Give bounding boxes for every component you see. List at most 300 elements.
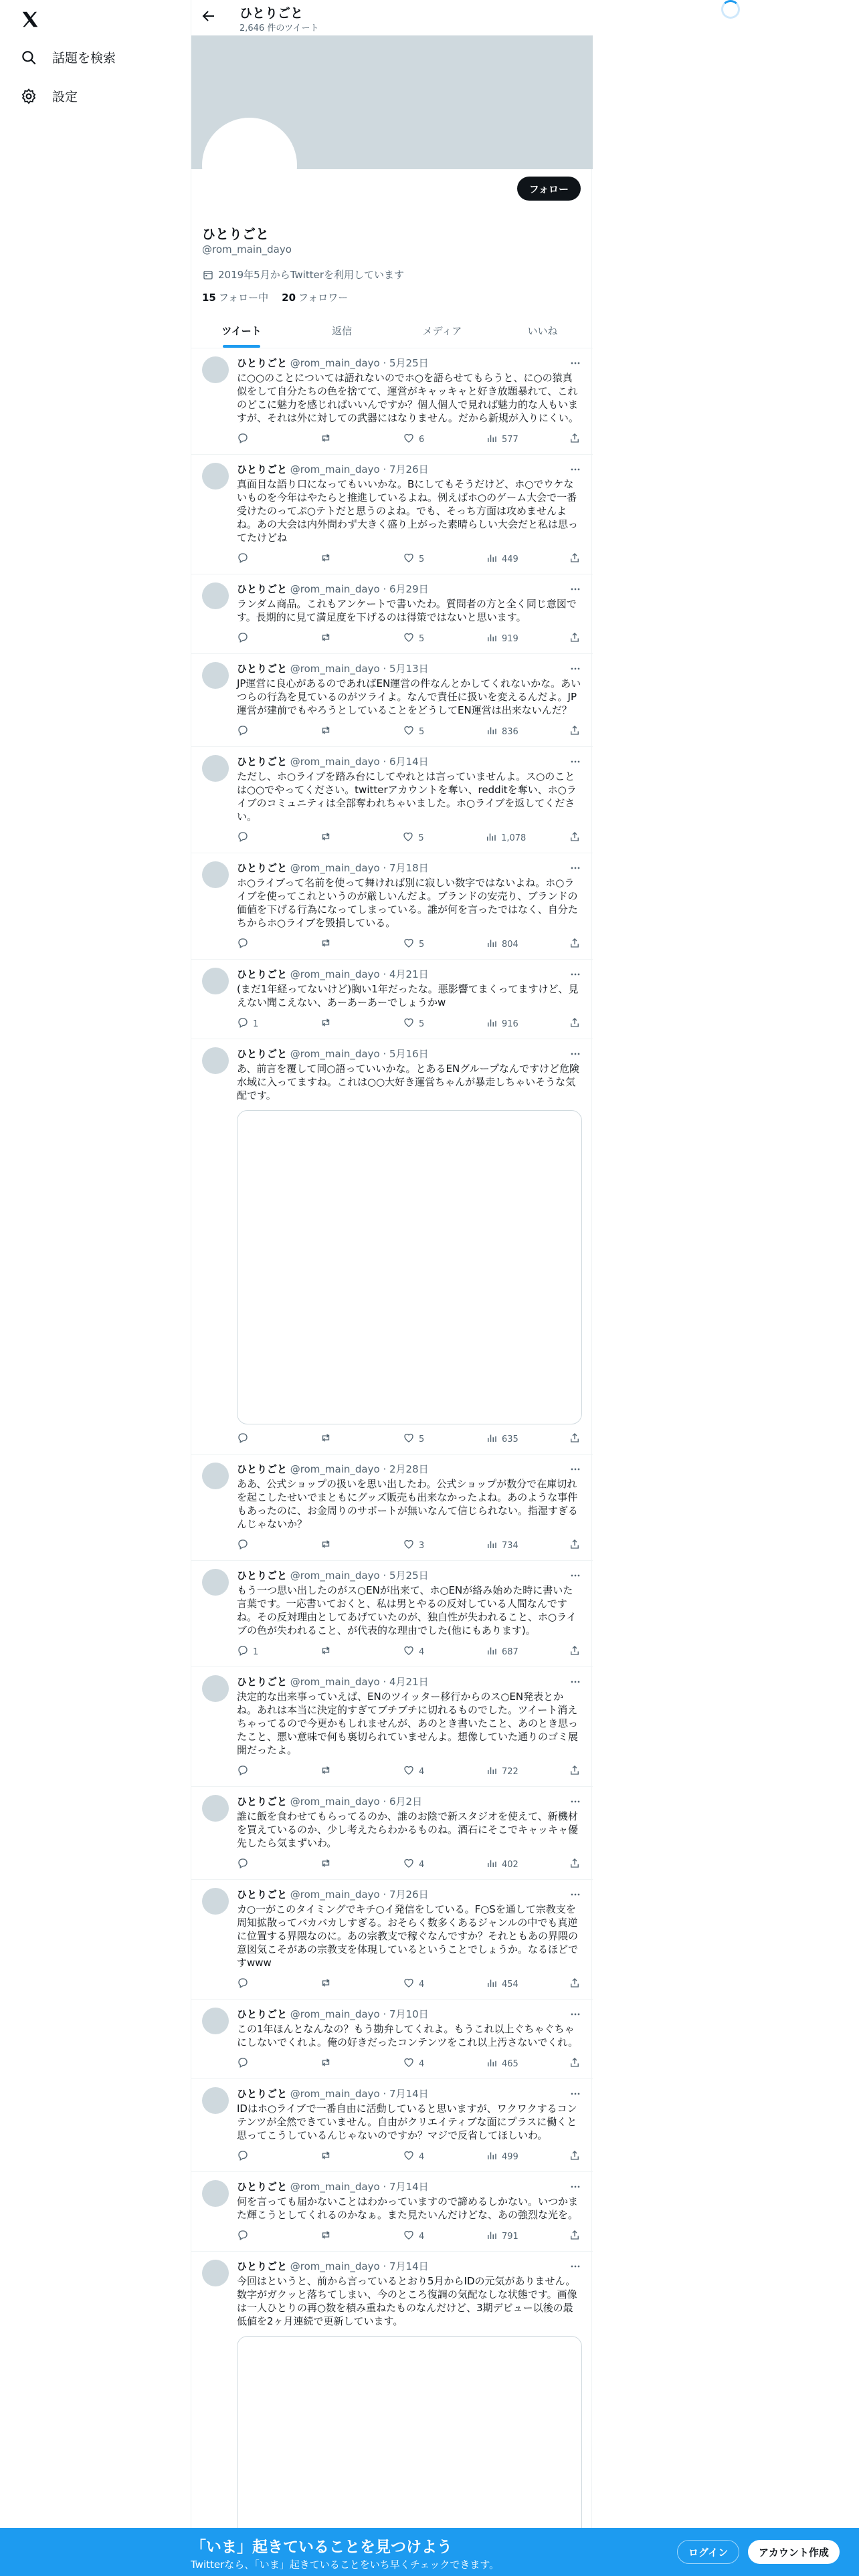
tweet-date[interactable]: 5月25日 [389,357,429,369]
share-icon [569,552,581,566]
more-options-icon[interactable] [569,1463,582,1476]
retweet-button[interactable] [320,432,360,447]
tweet-author-handle[interactable]: @rom_main_dayo [290,357,380,369]
views-button[interactable] [486,2056,526,2071]
tab-likes[interactable]: いいね [527,324,558,337]
tweet-actions [237,725,582,738]
profile-avatar[interactable] [202,118,297,213]
signup-button[interactable]: アカウント作成 [748,2540,840,2564]
retweet-button[interactable] [320,2229,360,2244]
tweet-date[interactable]: 7月10日 [389,2008,429,2020]
tweet-actions [237,1432,582,1446]
like-button[interactable] [403,1764,443,1779]
tweet-author-handle[interactable]: @rom_main_dayo [290,1048,380,1060]
heart-icon [403,432,415,447]
retweet-button[interactable] [320,1977,360,1992]
reply-icon [237,1538,249,1553]
share-button[interactable] [569,2056,582,2071]
views-button[interactable] [486,631,526,646]
avatar[interactable] [202,1675,229,1702]
reply-button[interactable] [237,432,277,447]
reply-button[interactable] [237,1857,277,1872]
tweet-date[interactable]: 7月26日 [389,463,429,475]
nav-explore[interactable] [20,48,116,66]
tweet-date[interactable]: 4月21日 [389,968,429,980]
tweet[interactable] [191,2000,593,2079]
like-button[interactable] [403,1644,443,1659]
more-options-icon[interactable] [569,662,582,675]
tweet-author-handle[interactable]: @rom_main_dayo [290,463,380,475]
like-button[interactable] [403,1016,443,1031]
like-count: 4 [419,2058,425,2069]
tweet-text: もう一つ思い出したのがス○ENが出来て、ホ○ENが絡み始めた時に書いた言葉です。一応書いておくと、私は男とやるの反対している人間なんですね。その反対理由としてあげていたのが、独自性が失われること、ホ○ライブの色が失われること、が代表的な理由でした(他にもあります)。 [237,1584,577,1636]
tweet-separator: · [383,2008,387,2020]
tweet-separator: · [383,2181,387,2193]
avatar[interactable] [202,1047,229,1074]
share-icon [569,1644,581,1659]
share-button[interactable] [569,552,582,566]
reply-button[interactable] [237,1016,277,1031]
retweet-icon [320,432,332,447]
more-options-icon[interactable] [569,2087,582,2101]
signup-banner [0,2528,859,2576]
view-count: 499 [502,2151,518,2162]
tweet-author-name[interactable]: ひとりごと [237,1796,288,1808]
like-button[interactable] [403,1977,443,1992]
reply-button[interactable] [237,631,277,646]
tweet-date[interactable]: 6月2日 [389,1796,423,1808]
view-count: 577 [502,434,518,445]
tweet-date[interactable]: 7月14日 [389,2181,429,2193]
like-count: 5 [419,726,425,737]
retweet-icon [320,1644,332,1659]
views-button[interactable] [486,432,526,447]
tweet-author-name[interactable]: ひとりごと [237,1570,288,1582]
tweet-media-image[interactable] [237,1110,582,1424]
like-button[interactable] [403,2056,443,2071]
tweet-date[interactable]: 5月25日 [389,1570,429,1582]
tweet-actions [237,1765,582,1778]
views-button[interactable] [486,1857,526,1872]
views-button[interactable] [486,2149,526,2164]
share-button[interactable] [569,1977,582,1992]
heart-icon [403,1977,415,1992]
avatar[interactable] [202,861,229,888]
tweet-date[interactable]: 7月18日 [389,862,429,874]
more-options-icon[interactable] [569,356,582,370]
retweet-button[interactable] [320,831,360,845]
retweet-button[interactable] [320,1538,360,1553]
followers-link[interactable] [282,290,348,304]
view-count: 1,078 [501,833,527,843]
avatar[interactable] [202,1888,229,1915]
views-button[interactable] [486,937,526,952]
tweet-author-handle[interactable]: @rom_main_dayo [290,663,380,675]
tweet-author-handle[interactable]: @rom_main_dayo [290,1570,380,1582]
more-options-icon[interactable] [569,2260,582,2273]
avatar[interactable] [202,2008,229,2034]
like-button[interactable] [403,937,443,952]
tweet-author-handle[interactable]: @rom_main_dayo [290,2008,380,2020]
retweet-button[interactable] [320,631,360,646]
tweet[interactable] [191,348,593,455]
tweet-author-name[interactable]: ひとりごと [237,357,288,369]
reply-button[interactable] [237,1644,277,1659]
avatar[interactable] [202,968,229,994]
retweet-icon [320,724,332,739]
tweet-separator: · [383,1570,387,1582]
tweet[interactable] [191,853,593,960]
tweet-author-handle[interactable]: @rom_main_dayo [290,583,380,595]
views-button[interactable] [486,1764,526,1779]
tweet-date[interactable]: 7月26日 [389,1889,429,1901]
tweet-author-handle[interactable]: @rom_main_dayo [290,968,380,980]
avatar[interactable] [202,1569,229,1596]
reply-button[interactable] [237,2056,277,2071]
tab-tweets[interactable]: ツイート [191,313,292,348]
retweet-icon [320,631,332,646]
like-button[interactable] [403,2229,443,2244]
tweet-date[interactable]: 4月21日 [389,1676,429,1688]
share-icon [569,1977,581,1992]
tweet[interactable] [191,2172,593,2252]
tweet-author-name[interactable]: ひとりごと [237,2181,288,2193]
tweet-actions [237,1017,582,1031]
reply-icon [237,1432,249,1446]
tweet[interactable] [191,1880,593,2000]
retweet-button[interactable] [320,1764,360,1779]
tweet-date[interactable]: 6月14日 [389,756,429,768]
search-icon [20,49,37,66]
tweet[interactable] [191,1039,593,1455]
avatar[interactable] [202,582,229,609]
tweet-separator: · [383,2088,387,2100]
share-button[interactable] [569,631,582,646]
like-count: 4 [419,1646,425,1657]
back-arrow-icon[interactable] [201,8,217,24]
tweet[interactable] [191,654,593,747]
heart-icon [403,1857,415,1872]
tweet-author-name[interactable]: ひとりごと [237,1048,288,1060]
view-count: 635 [502,1434,518,1444]
heart-icon [403,1764,415,1779]
like-count: 4 [419,1766,425,1777]
analytics-icon [486,2056,498,2071]
more-options-icon[interactable] [569,968,582,981]
heart-icon [403,1538,415,1553]
profile-header-bar [191,0,593,35]
tweet-author-name[interactable]: ひとりごと [237,463,288,475]
heart-icon [403,631,415,646]
tweet-separator: · [383,2260,387,2272]
more-options-icon[interactable] [569,2008,582,2021]
tab-replies[interactable]: 返信 [331,324,352,337]
tweet-author-name[interactable]: ひとりごと [237,968,288,980]
tweet-separator: · [383,968,387,980]
views-button[interactable] [485,831,526,845]
profile-tabs [191,313,593,348]
view-count: 804 [502,939,518,950]
reply-button[interactable] [237,724,277,739]
share-button[interactable] [569,1644,582,1659]
like-count: 4 [419,2151,425,2162]
view-count: 734 [502,1540,518,1551]
reply-icon [237,631,249,646]
tweet-author-name[interactable]: ひとりごと [237,1889,288,1901]
view-count: 449 [502,554,518,564]
like-count: 3 [419,1540,425,1551]
view-count: 454 [502,1979,518,1990]
heart-icon [403,937,415,952]
more-options-icon[interactable] [569,1795,582,1808]
reply-button[interactable] [237,2229,277,2244]
views-button[interactable] [486,552,526,566]
tweet-separator: · [383,1889,387,1901]
view-count: 722 [502,1766,518,1777]
like-button[interactable] [403,552,443,566]
tweet-author-name[interactable]: ひとりごと [237,663,288,675]
following-link[interactable] [202,290,268,304]
tweet-date[interactable]: 5月13日 [389,663,429,675]
tweet-author-handle[interactable]: @rom_main_dayo [290,2181,380,2193]
tweet-author-name[interactable]: ひとりごと [237,2260,288,2272]
reply-button[interactable] [237,1538,277,1553]
tab-media[interactable]: メディア [422,324,462,337]
tweet-author-name[interactable]: ひとりごと [237,583,288,595]
tweet[interactable] [191,1787,593,1880]
share-button[interactable] [569,1432,582,1446]
tweet-date[interactable]: 5月16日 [389,1048,429,1060]
analytics-icon [486,1538,498,1553]
tweet-actions [237,2057,582,2070]
views-button[interactable] [486,1016,526,1031]
tweet-header [237,2260,582,2273]
tweet-author-handle[interactable]: @rom_main_dayo [290,1463,380,1475]
more-options-icon[interactable] [569,1569,582,1582]
tweet-actions [237,1977,582,1991]
retweet-button[interactable] [320,724,360,739]
tweet-actions [237,1539,582,1552]
retweet-button[interactable] [320,2149,360,2164]
reply-button[interactable] [237,552,277,566]
tweet-author-name[interactable]: ひとりごと [237,2008,288,2020]
tweet-date[interactable]: 7月14日 [389,2260,429,2272]
heart-icon [403,724,415,739]
retweet-button[interactable] [320,2056,360,2071]
more-options-icon[interactable] [569,1047,582,1061]
views-button[interactable] [486,1432,526,1446]
x-logo-icon[interactable] [20,9,40,29]
share-icon [569,2229,581,2244]
more-options-icon[interactable] [569,463,582,476]
tweet-separator: · [383,583,387,595]
analytics-icon [486,1016,498,1031]
like-count: 5 [419,1018,425,1029]
retweet-button[interactable] [320,937,360,952]
views-button[interactable] [486,1538,526,1553]
reply-button[interactable] [237,1432,277,1446]
retweet-icon [320,552,332,566]
followers-count: 20 [282,292,296,304]
share-button[interactable] [569,1538,582,1553]
avatar[interactable] [202,755,229,782]
nav-settings[interactable] [20,87,78,105]
tweet-text: この1年ほんとなんなの？もう勘弁してくれよ。もうこれ以上ぐちゃぐちゃにしないでくれよ。俺の好きだったコンテンツをこれ以上汚さないでくれ。 [237,2023,579,2048]
follow-button[interactable]: フォロー [517,177,581,201]
profile-handle: @rom_main_dayo [202,243,292,255]
more-options-icon[interactable] [569,1888,582,1901]
tweet[interactable] [191,574,593,654]
like-button[interactable] [403,432,443,447]
tweet-text: 誰に飯を食わせてもらってるのか、誰のお陰で新スタジオを使えて、新機材を買えているのか、少し考えたらわかるものね。酒石にそこでキャッキャ優先したら気まずいわ。 [237,1810,579,1849]
share-button[interactable] [569,937,582,952]
share-icon [569,2149,581,2164]
view-count: 919 [502,633,518,644]
tweet[interactable] [191,747,593,853]
reply-button[interactable] [237,1764,277,1779]
view-count: 687 [502,1646,518,1657]
avatar[interactable] [202,2180,229,2207]
heart-icon [403,552,415,566]
loading-spinner-icon [721,0,740,19]
tweet[interactable] [191,1455,593,1561]
tweet[interactable] [191,1667,593,1787]
tweet-author-name[interactable]: ひとりごと [237,756,288,768]
banner-title: 「いま」起きていることを見つけよう [191,2539,452,2556]
tweet-text: 今回はというと、前から言っているとおり5月からIDの元気がありません。数字がガクッと落ちてしまい、今のところ復調の気配なしな状態です。画像は一人ひとりの再○数を積み重ねたものなんだけど、3期デビュー以後の最低値を2ヶ月連続で更新しています。 [237,2275,577,2327]
reply-icon [237,724,249,739]
share-button[interactable] [569,1016,582,1031]
avatar[interactable] [202,1463,229,1489]
tweet-separator: · [383,1048,387,1060]
header-tweet-count: 2,646 件のツイート [240,23,319,33]
tweet-author-handle[interactable]: @rom_main_dayo [290,1889,380,1901]
tweet-actions [237,2150,582,2163]
tweet-header [237,1795,582,1808]
like-count: 4 [419,1859,425,1870]
views-button[interactable] [486,724,526,739]
share-button[interactable] [569,1764,582,1779]
reply-icon [237,831,249,845]
views-button[interactable] [486,2229,526,2244]
retweet-button[interactable] [320,1644,360,1659]
reply-button[interactable] [237,2149,277,2164]
retweet-button[interactable] [320,1016,360,1031]
tweet-author-handle[interactable]: @rom_main_dayo [290,2260,380,2272]
share-button[interactable] [569,2149,582,2164]
tweet[interactable] [191,2079,593,2172]
share-icon [569,1016,581,1031]
analytics-icon [486,724,498,739]
tweet-author-handle[interactable]: @rom_main_dayo [290,1676,380,1688]
tweet-actions [237,1645,582,1658]
like-button[interactable] [403,1538,443,1553]
tweet-header [237,755,582,768]
avatar[interactable] [202,1795,229,1822]
avatar[interactable] [202,356,229,383]
share-icon [569,831,581,845]
retweet-button[interactable] [320,1432,360,1446]
reply-button[interactable] [237,831,277,845]
like-button[interactable] [403,631,443,646]
like-button[interactable] [403,2149,443,2164]
share-button[interactable] [569,432,582,447]
retweet-icon [320,1016,332,1031]
reply-icon [237,1764,249,1779]
analytics-icon [486,1432,498,1446]
like-button[interactable] [403,724,443,739]
share-button[interactable] [569,831,582,845]
tweet-author-handle[interactable]: @rom_main_dayo [290,862,380,874]
more-options-icon[interactable] [569,861,582,875]
views-button[interactable] [486,1977,526,1992]
more-options-icon[interactable] [569,755,582,768]
share-button[interactable] [569,2229,582,2244]
tweet-author-handle[interactable]: @rom_main_dayo [290,1796,380,1808]
view-count: 402 [502,1859,518,1870]
tweet-header [237,1888,582,1901]
like-count: 4 [419,2231,425,2242]
tweet-date[interactable]: 2月28日 [389,1463,429,1475]
like-button[interactable] [402,831,442,845]
analytics-icon [486,1857,498,1872]
tweet-author-handle[interactable]: @rom_main_dayo [290,756,380,768]
like-count: 5 [418,833,424,843]
views-button[interactable] [486,1644,526,1659]
share-button[interactable] [569,724,582,739]
avatar[interactable] [202,2260,229,2286]
login-button[interactable]: ログイン [677,2540,739,2564]
like-button[interactable] [403,1432,443,1446]
avatar[interactable] [202,463,229,490]
more-options-icon[interactable] [569,582,582,596]
more-options-icon[interactable] [569,2180,582,2193]
share-button[interactable] [569,1857,582,1872]
avatar[interactable] [202,2087,229,2114]
tweet-actions [237,632,582,645]
tweet-author-name[interactable]: ひとりごと [237,1463,288,1475]
nav-settings-label: 設定 [52,90,78,104]
retweet-button[interactable] [320,1857,360,1872]
retweet-button[interactable] [320,552,360,566]
tweet[interactable] [191,455,593,574]
tweet-date[interactable]: 6月29日 [389,583,429,595]
analytics-icon [486,937,498,952]
tweet[interactable] [191,960,593,1039]
avatar[interactable] [202,662,229,689]
tweet-header [237,662,582,675]
more-options-icon[interactable] [569,1675,582,1689]
tweet-separator: · [383,756,387,768]
like-button[interactable] [403,1857,443,1872]
tweet-author-name[interactable]: ひとりごと [237,1676,288,1688]
tweet-text: カ○一がこのタイミングでキチ○イ発信をしている。F○Sを通して宗教支を周知拡散ってバカバカしすぎる。おそらく数多くあるジャンルの中でも真逆に位置する界隈なのに。あの宗教支で稼ぐなんですか？それともあの界隈の意図気こそがあの宗教支を体現しているということでしょうか。なるほどですwww [237,1903,579,1969]
tweet-text: ただし、ホ○ライブを踏み台にしてやれとは言っていませんよ。ス○のことは○○でやってください。twitterアカウントを奪い、redditを奪い、ホ○ライブのコミュニティは全部奪われちゃいました。ホ○ライブを返してください。 [237,770,577,823]
tweet-text: 真面目な語り口になってもいいかな。Bにしてもそうだけど、ホ○でウケないものを今年はやたらと推進しているよね。例えばホ○のゲーム大会で一番受けたのってぷ○テトだと思うのよね。でも、そっち方面は攻めませんよね。あの大会は内外問わず大きく盛り上がった素晴らしい大会だと私は思ってたけどね [237,478,579,544]
tweet-text: JP運営に良心があるのであればEN運営の件なんとかしてくれないかな。あいつらの行為を見ているのがツライよ。なんで責任に扱いを変えるんだよ。JP運営が建前でもやろうとしていることをどうしてEN運営は出来ないんだ？ [237,677,581,716]
share-icon [569,1538,581,1553]
tweet-header [237,1463,582,1476]
tweet-author-name[interactable]: ひとりごと [237,862,288,874]
tweet-author-name[interactable]: ひとりごと [237,2088,288,2100]
tweet-author-handle[interactable]: @rom_main_dayo [290,2088,380,2100]
tweet[interactable] [191,1561,593,1667]
reply-button[interactable] [237,1977,277,1992]
tweet-date[interactable]: 7月14日 [389,2088,429,2100]
reply-button[interactable] [237,937,277,952]
retweet-icon [320,831,332,845]
view-count: 836 [502,726,518,737]
